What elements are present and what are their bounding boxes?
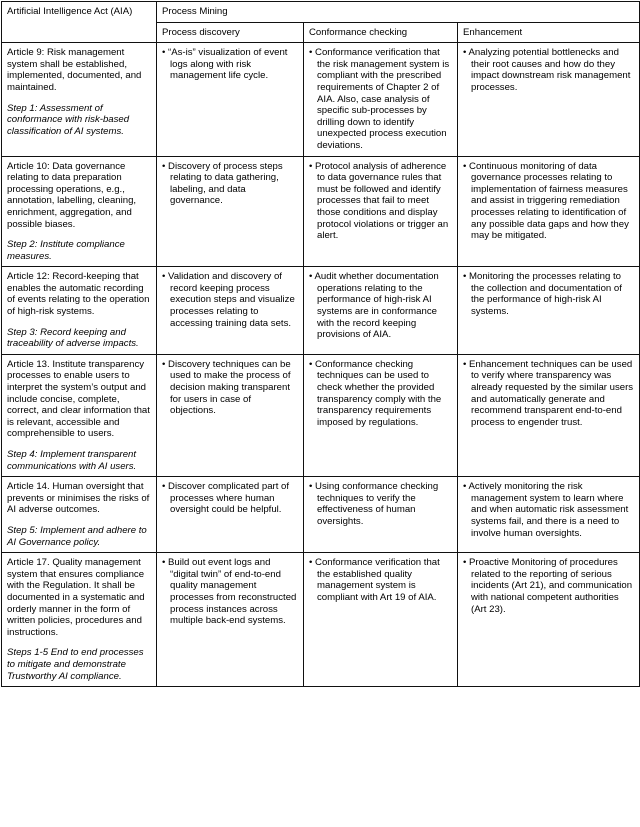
cell-process-discovery — [157, 477, 304, 553]
bullet-item: • Conformance checking techniques can be used to check whether the provided transparency comply with the transparency requirements imposed by regulations. — [309, 358, 442, 428]
article-text: Article 9: Risk management system shall be established, implemented, documented, and maintained. — [7, 47, 142, 93]
aia-process-mining-table — [1, 1, 640, 687]
bullet-item: • Discovery of process steps relating to data gathering, labeling, and data governance. — [162, 160, 283, 207]
header-process-discovery: Process discovery — [157, 22, 304, 43]
bullet-item: • Validation and discovery of record keeping process execution steps and visualize processes relating to accessing training data sets. — [162, 271, 295, 329]
bullet-item: • Proactive Monitoring of procedures related to the reporting of serious incidents (Art 21), and communication with national competent authorities (Art 23). — [463, 557, 633, 615]
bullet-item: • Actively monitoring the risk management system to learn where and when automatic risk assessment systems fail, and there is a need to involve human oversights. — [463, 481, 629, 539]
cell-process-discovery — [157, 43, 304, 156]
table-header — [2, 2, 640, 43]
header-conformance-checking: Conformance checking — [304, 22, 458, 43]
table-row — [2, 553, 640, 687]
cell-conformance-checking — [304, 477, 458, 553]
step-text: Step 3: Record keeping and traceability of adverse impacts. — [7, 326, 139, 350]
cell-process-discovery — [157, 553, 304, 687]
cell-process-discovery — [157, 267, 304, 355]
cell-enhancement — [458, 553, 640, 687]
cell-conformance-checking — [304, 267, 458, 355]
table-body — [2, 43, 640, 687]
step-text: Step 2: Institute compliance measures. — [7, 239, 125, 262]
step-text: Steps 1-5 End to end processes to mitigate and demonstrate Trustworthy AI compliance. — [7, 647, 144, 682]
cell-process-discovery — [157, 354, 304, 476]
bullet-item: • Analyzing potential bottlenecks and their root causes and how do they impact downstream risk management processes. — [463, 47, 631, 93]
cell-conformance-checking — [304, 43, 458, 156]
cell-conformance-checking — [304, 553, 458, 687]
article-text: Article 13. Institute transparency processes to enable users to interpret the system’s output and include concise, complete, correct, and clear information that is relevant, accessible and comprehensible to users. — [7, 358, 150, 440]
bullet-item: • Enhancement techniques can be used to verify where transparency was already requested by the similar users and automatically generate and recommend transparent end-to-end process to engender trust. — [463, 358, 634, 428]
bullet-item: • Discovery techniques can be used to make the process of decision making transparent for users in case of objections. — [162, 358, 291, 417]
bullet-item: • Protocol analysis of adherence to data governance rules that must be followed and identify processes that fail to meet those conditions and display protocol violations or trigger an alert. — [309, 160, 449, 242]
cell-enhancement — [458, 477, 640, 553]
bullet-item: • Conformance verification that the established quality management system is compliant with Art 19 of AIA. — [309, 557, 440, 603]
figure-caption-clipped — [0, 813, 640, 827]
bullet-item: • Conformance verification that the risk management system is compliant with the prescribed requirements of Chapter 2 of AIA. Also, case analysis of specific sub-processes by drilling down to identify unexpected process execution deviations. — [309, 47, 450, 151]
header-row-top — [2, 2, 640, 23]
step-text: Step 4: Implement transparent communications with AI users. — [7, 449, 137, 472]
cell-article — [2, 156, 157, 267]
cell-enhancement — [458, 354, 640, 476]
step-text: Step 5: Implement and adhere to AI Governance policy. — [7, 524, 147, 548]
cell-conformance-checking — [304, 354, 458, 476]
cell-article — [2, 553, 157, 687]
page-root — [0, 1, 640, 827]
bullet-item: • Continuous monitoring of data governance processes relating to implementation of fairness measures and assist in triggering remediation processes relating to identification of any possible data gaps and how they may be mitigated. — [463, 160, 629, 242]
table-row — [2, 43, 640, 156]
cell-article — [2, 354, 157, 476]
table-row — [2, 354, 640, 476]
table-row — [2, 156, 640, 267]
article-text: Article 10: Data governance relating to data preparation processing operations, e.g., annotation, labelling, cleaning, enrichment, aggregation, and possible biases. — [7, 160, 137, 230]
table-row — [2, 477, 640, 553]
step-text: Step 1: Assessment of conformance with risk-based classification of AI systems. — [7, 102, 130, 137]
cell-process-discovery — [157, 156, 304, 267]
cell-enhancement — [458, 156, 640, 267]
cell-article — [2, 43, 157, 156]
bullet-item: • “As-is” visualization of event logs along with risk management life cycle. — [162, 47, 288, 82]
header-article-column: Artificial Intelligence Act (AIA) — [2, 2, 157, 43]
article-text: Article 17. Quality management system that ensures compliance with the Regulation. It shall be documented in a systematic and orderly manner in the form of written policies, procedures and instructions. — [7, 557, 145, 638]
bullet-item: • Audit whether documentation operations relating to the performance of high-risk AI systems are in conformance with the record keeping provisions of AIA. — [309, 271, 439, 341]
cell-enhancement — [458, 43, 640, 156]
header-process-mining: Process Mining — [157, 2, 640, 23]
header-enhancement: Enhancement — [458, 22, 640, 43]
bullet-item: • Using conformance checking techniques to verify the effectiveness of human oversights. — [309, 481, 439, 527]
cell-article — [2, 477, 157, 553]
cell-article — [2, 267, 157, 355]
table-row — [2, 267, 640, 355]
article-text: Article 14. Human oversight that prevents or minimises the risks of AI adverse outcomes. — [7, 481, 150, 516]
article-text: Article 12: Record-keeping that enables the automatic recording of events relating to the operation of high-risk systems. — [7, 271, 150, 318]
cell-enhancement — [458, 267, 640, 355]
bullet-item: • Build out event logs and “digital twin” of end-to-end quality management processes from reconstructed process instances across multiple back-end systems. — [162, 557, 297, 627]
bullet-item: • Monitoring the processes relating to the collection and documentation of the performance of high-risk AI systems. — [463, 271, 622, 318]
bullet-item: • Discover complicated part of processes where human oversight could be helpful. — [162, 481, 290, 516]
cell-conformance-checking — [304, 156, 458, 267]
